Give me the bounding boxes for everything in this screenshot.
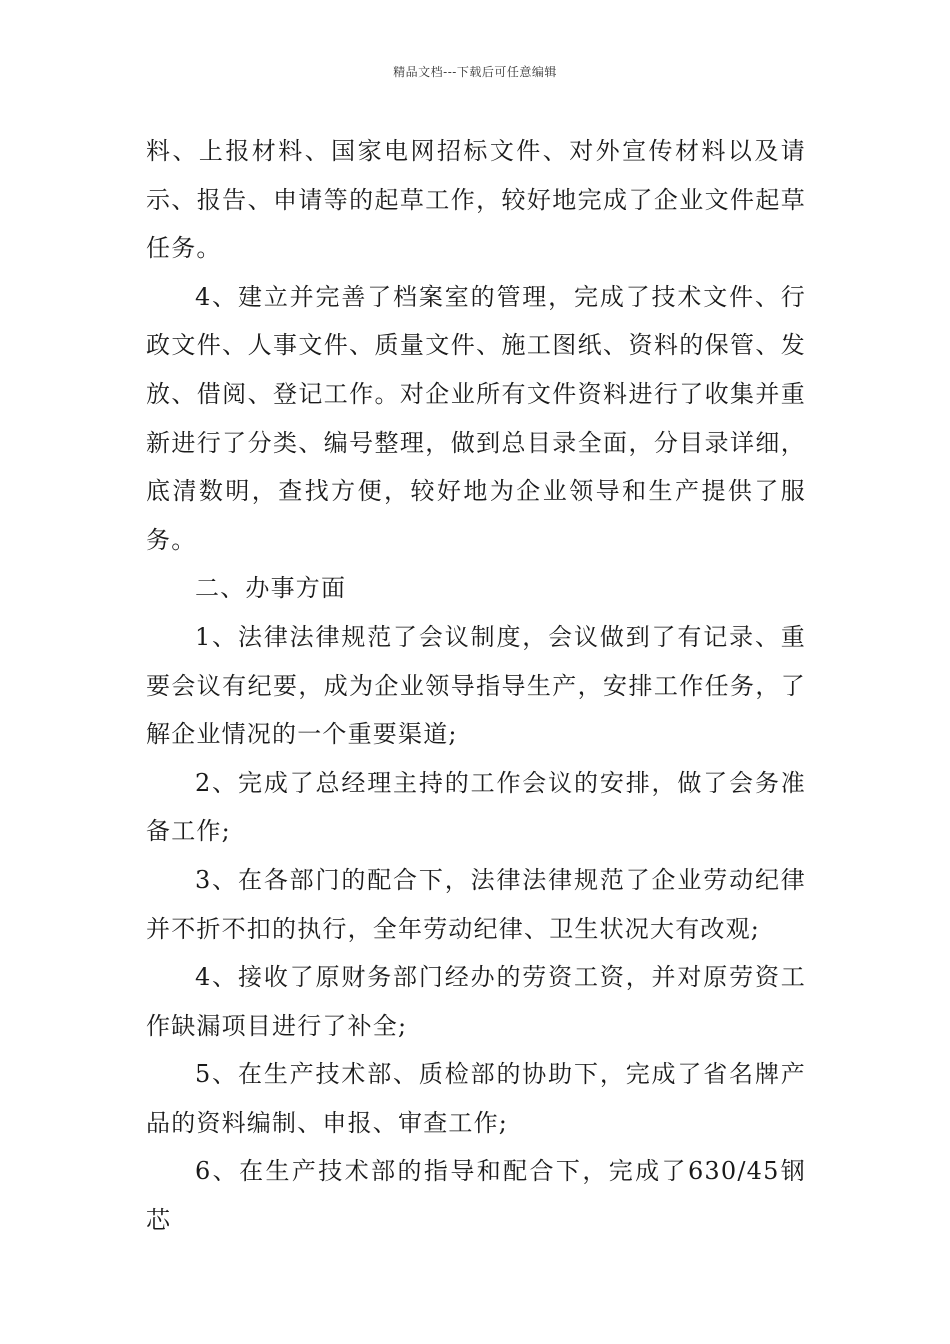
page-header: 精品文档---下载后可任意编辑 bbox=[393, 65, 557, 79]
paragraph-item-5-brand-products: 5、在生产技术部、质检部的协助下，完成了省名牌产品的资料编制、申报、审查工作; bbox=[146, 1060, 806, 1137]
paragraph-item-6-steel-core: 6、在生产技术部的指导和配合下，完成了630/45钢芯 bbox=[146, 1157, 806, 1235]
paragraph-item-2-work-meetings: 2、完成了总经理主持的工作会议的安排，做了会务准备工作; bbox=[146, 768, 806, 846]
paragraph-item-4-payroll: 4、接收了原财务部门经办的劳资工资，并对原劳资工作缺漏项目进行了补全; bbox=[146, 963, 806, 1040]
paragraph-item-4-archive: 4、建立并完善了档案室的管理，完成了技术文件、行政文件、人事文件、质量文件、施工图纸、资料的保管、发放、借阅、登记工作。对企业所有文件资料进行了收集并重新进行了分类、编号整理，做到总目录全面，分目录详细，底清数明，查找方便，较好地为企业领导和生产提供了服务。 bbox=[146, 282, 806, 554]
paragraph-continuation: 料、上报材料、国家电网招标文件、对外宣传材料以及请示、报告、申请等的起草工作，较好地完成了企业文件起草任务。 bbox=[146, 137, 806, 263]
document-body bbox=[146, 127, 806, 1245]
section-heading-affairs: 二、办事方面 bbox=[195, 574, 347, 603]
paragraph-item-3-discipline: 3、在各部门的配合下，法律法律规范了企业劳动纪律并不折不扣的执行，全年劳动纪律、卫生状况大有改观; bbox=[146, 865, 806, 943]
paragraph-item-1-meetings: 1、法律法律规范了会议制度，会议做到了有记录、重要会议有纪要，成为企业领导指导生产，安排工作任务，了解企业情况的一个重要渠道; bbox=[146, 622, 806, 749]
